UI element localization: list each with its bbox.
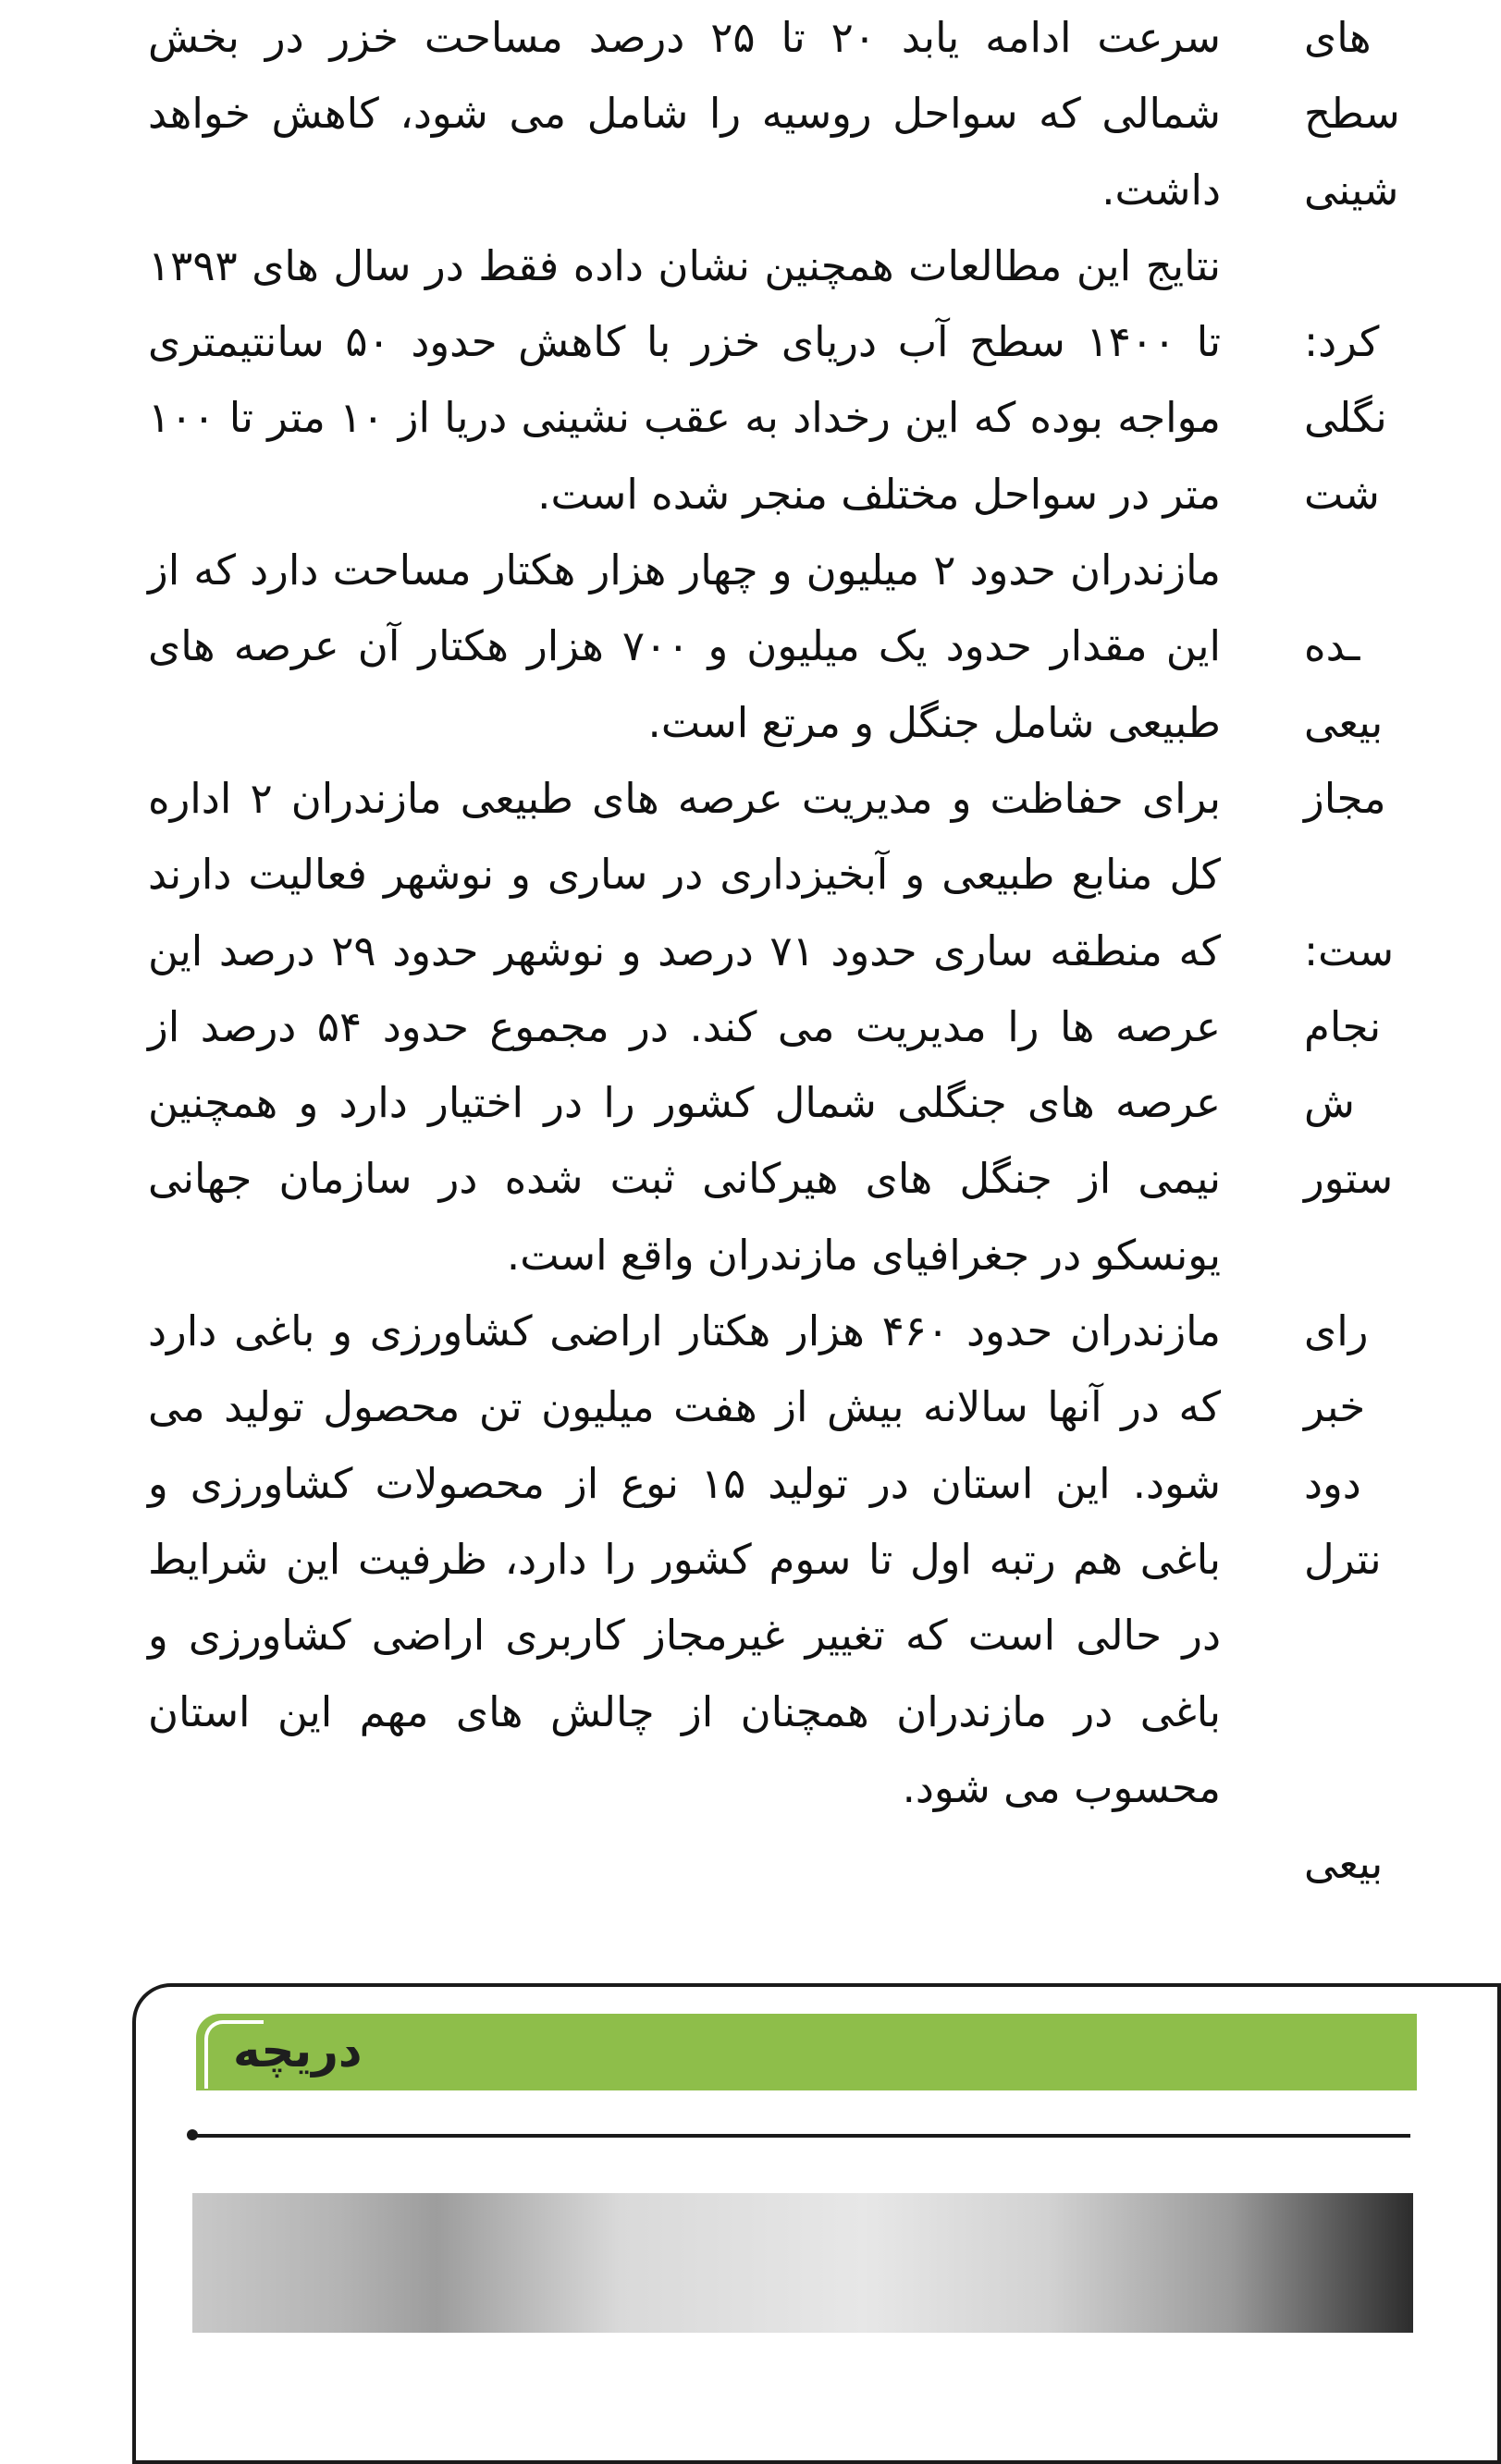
column-line: خبر xyxy=(1304,1382,1366,1432)
column-line: ش xyxy=(1304,1078,1355,1128)
sidebar-box-title: دریچه xyxy=(233,2024,363,2078)
column-line: های xyxy=(1304,13,1372,62)
divider-dot xyxy=(187,2129,198,2140)
column-line: بیعی xyxy=(1304,697,1384,747)
article-paragraph: سرعت ادامه یابد ۲۰ تا ۲۵ درصد مساحت خزر در بخش شمالی که سواحل روسیه را شامل می شود، کاهش خواهد داشت. xyxy=(148,13,1221,215)
divider-rule xyxy=(190,2134,1410,2138)
column-line xyxy=(1304,1750,1489,1826)
column-line: ـده xyxy=(1304,621,1360,671)
column-line xyxy=(1304,228,1489,304)
column-line: نگلی xyxy=(1304,393,1387,443)
column-line xyxy=(1304,1218,1489,1293)
column-line xyxy=(1304,837,1489,913)
column-line: شت xyxy=(1304,469,1380,519)
adjacent-column-fragment xyxy=(1304,0,1489,1902)
column-line: شینی xyxy=(1304,165,1399,215)
column-line: دود xyxy=(1304,1458,1361,1508)
column-line: نجام xyxy=(1304,1001,1382,1051)
column-line: بیعی xyxy=(1304,1839,1384,1889)
column-line xyxy=(1304,1674,1489,1750)
article-main-column xyxy=(148,0,1221,1826)
column-line: ستور xyxy=(1304,1154,1394,1204)
article-paragraph: نتایج این مطالعات همچنین نشان داده فقط در سال های ۱۳۹۳ تا ۱۴۰۰ سطح آب دریای خزر با کاهش حدود ۵۰ سانتیمتری مواجه بوده که این رخداد به عقب نشینی دریا از ۱۰ متر تا ۱۰۰ متر در سواحل مختلف منجر شده است. xyxy=(148,240,1222,519)
column-line: سطح xyxy=(1304,89,1400,139)
sidebar-box-header-bar xyxy=(196,2014,1417,2090)
column-line: نترل xyxy=(1304,1534,1382,1584)
column-line: مجاز xyxy=(1304,773,1386,823)
column-line: ست: xyxy=(1304,926,1395,975)
column-line xyxy=(1304,533,1489,608)
article-paragraph: برای حفاظت و مدیریت عرصه های طبیعی مازندران ۲ اداره کل منابع طبیعی و آبخیزداری در ساری و نوشهر فعالیت دارند که منطقه ساری حدود ۷۱ درصد و نوشهر حدود ۲۹ درصد این عرصه ها را مدیریت می کند. در مجموع حدود ۵۴ درصد از عرصه های جنگلی شمال کشور را در اختیار دارد و همچنین نیمی از جنگل های هیرکانی ثبت شده در سازمان جهانی یونسکو در جغرافیای مازندران واقع است. xyxy=(148,773,1221,1280)
column-line: رای xyxy=(1304,1306,1369,1356)
column-line: کرد: xyxy=(1304,317,1380,367)
article-paragraph: مازندران حدود ۴۶۰ هزار هکتار اراضی کشاورزی و باغی دارد که در آنها سالانه بیش از هفت میلیون تن محصول تولید می شود. این استان در تولید ۱۵ نوع از محصولات کشاورزی و باغی هم رتبه اول تا سوم کشور را دارد، ظرفیت این شرایط در حالی است که تغییر غیرمجاز کاربری اراضی کشاورزی و باغی در مازندران همچنان از چالش های مهم این استان محسوب می شود. xyxy=(148,1306,1221,1812)
article-paragraph: مازندران حدود ۲ میلیون و چهار هزار هکتار مساحت دارد که از این مقدار حدود یک میلیون و ۷۰۰ هزار هکتار آن عرصه های طبیعی شامل جنگل و مرتع است. xyxy=(148,546,1221,747)
column-line xyxy=(1304,1598,1489,1673)
sidebar-photo xyxy=(192,2193,1413,2333)
